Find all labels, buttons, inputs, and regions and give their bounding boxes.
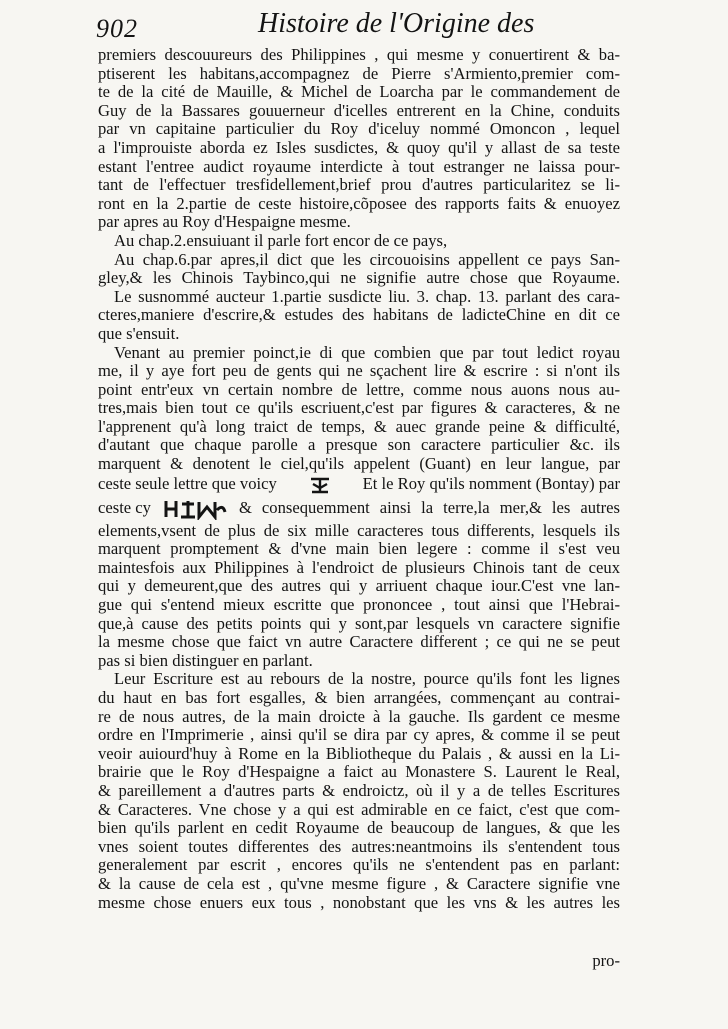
text-line: par vn capitaine particulier du Roy d'iceluy nommé Omoncon , lequel — [98, 120, 620, 139]
quoted-line: „ elements,vsent de plus de six mille caracteres tous differents, lesquels ils — [98, 522, 620, 541]
chinese-character-heaven-icon — [309, 476, 331, 494]
text-line: mesme chose enuers eux tous , nonobstant que les vns & les autres les — [98, 893, 620, 912]
catchword: pro- — [592, 951, 620, 970]
text-line: Au chap.6.par apres,il dict que les circouoisins appellent ce pays San- — [114, 250, 620, 269]
quoted-line: „ vnes soient toutes differentes des autres:neantmoins ils s'entendent tous — [98, 838, 620, 857]
quoted-line: „ du haut en bas fort esgalles, & bien arrangées, commençant au contrai- — [98, 689, 620, 708]
text-line: par apres au Roy d'Hespaigne mesme. — [98, 213, 351, 232]
quoted-line: „ Venant au premier poinct,ie di que combien que par tout ledict royau — [98, 344, 620, 363]
quoted-line: „ brairie que le Roy d'Hespaigne a faict au Monastere S. Laurent le Real, — [98, 763, 620, 782]
page-number: 902 — [96, 14, 138, 43]
text-line: Au chap.2.ensuiuant il parle fort encor de ce pays, — [114, 231, 448, 250]
quoted-line: „ gue qui s'entend mieux escritte que prononcee , tout ainsi que l'Hebrai- — [98, 596, 620, 615]
quoted-line: „ generalement par escrit , encores qu'ils ne s'entendent pas en parlant: — [98, 856, 620, 875]
quoted-line: „ Leur Escriture est au rebours de la nostre, pource qu'ils font les lignes — [98, 670, 620, 689]
text-line: tant de l'effectuer tresfidellement,brief prou d'autres particularitez se li- — [98, 176, 620, 195]
running-head: Histoire de l'Origine des — [258, 8, 535, 39]
quoted-line: „ veoir auiourd'huy à Rome en la Bibliotheque du Palais , & aussi en la Li- — [98, 745, 620, 764]
text-line: premiers descouureurs des Philippines , qui mesme y conuertirent & ba- — [98, 46, 620, 64]
text-line: gley,& les Chinois Taybinco,qui ne signifie autre chose que Royaume. — [98, 269, 620, 288]
text-segment: „ ceste cy — [98, 498, 151, 518]
quoted-line-with-glyph — [98, 474, 620, 496]
text-line: Guy de la Bassares gouuerneur d'icelles entrerent en la Chine, conduits — [98, 101, 620, 120]
text-line: ptiserent les habitans,accompagnez de Pierre s'Armiento,premier com- — [98, 64, 620, 83]
quoted-line: „ tres,mais bien tout ce qu'ils escriuent,c'est par figures & caracteres, & ne — [98, 399, 620, 418]
quoted-line: „ pas si bien distinguer en parlant. — [98, 652, 620, 671]
chinese-character-king-icon — [163, 498, 227, 520]
body-text — [98, 46, 620, 912]
quoted-line: „ & la cause de cela est , qu'vne mesme figure , & Caractere signifie vne — [98, 875, 620, 894]
quoted-line: „ bien qu'ils parlent en cedit Royaume de beaucoup de langues, & que les — [98, 819, 620, 838]
text-segment: & consequemment ainsi la terre,la mer,& les autres — [238, 498, 620, 518]
quoted-line: „ la mesme chose que faict vn autre Caractere different ; ce qui ne se peut — [98, 633, 620, 652]
text-line: cteres,maniere d'escrire,& estudes des habitans de ladicteChine en dit ce — [98, 306, 620, 325]
text-line: ront en la 2.partie de ceste histoire,cõposee des rapports faits & enuoyez — [98, 194, 620, 213]
quoted-line: „ me, il y aye fort peu de gents qui ne sçachent lire & escrire : si n'ont ils — [98, 362, 620, 381]
text-line: que s'ensuit. — [98, 324, 180, 343]
quoted-line: „ que,à cause des petits points qui y sont,par lesquels vn caractere signifie — [98, 615, 620, 634]
quoted-line: „ re de nous autres, de la main droicte à la gauche. Ils gardent ce mesme — [98, 708, 620, 727]
quoted-line: „ marquent & denotent le ciel,qu'ils appelent (Guant) en leur langue, par — [98, 455, 620, 474]
quoted-line-with-glyph — [98, 496, 620, 522]
quoted-line: „ qui y demeurent,que des autres qui y arriuent chaque iour.C'est vne lan- — [98, 577, 620, 596]
quoted-line: „ d'autant que chaque parolle a presque son caractere particulier &c. ils — [98, 436, 620, 455]
quoted-line: „ l'apprenent qu'à long traict de temps, & auec grande peine & difficulté, — [98, 418, 620, 437]
text-line: estant l'entree audict royaume interdicte à tout estranger ne laissa pour- — [98, 157, 620, 176]
quoted-line: „ point entr'eux vn certain nombre de lettre, comme nous auons nous au- — [98, 381, 620, 400]
quoted-line: „ marquent promptement & d'vne main bien legere : comme il s'est veu — [98, 540, 620, 559]
text-segment: Et le Roy qu'ils nomment (Bontay) par — [362, 474, 620, 494]
quoted-line: „ maintesfois aux Philippines à l'endroict de plusieurs Chinois tant de ceux — [98, 559, 620, 578]
text-line: a l'improuiste aborda ez Isles susdictes, & quoy qu'il y allast de sa teste — [98, 138, 620, 157]
quoted-line: „ & pareillement a d'autres parts & endroictz, où il y a de telles Escritures — [98, 782, 620, 801]
quoted-line: „ & Caracteres. Vne chose y a qui est admirable en ce faict, c'est que com- — [98, 801, 620, 820]
text-line: te de la cité de Mauille, & Michel de Loarcha par le commandement de — [98, 83, 620, 102]
quoted-line: „ ordre en l'Imprimerie , ainsi qu'il se dira par cy apres, & comme il se peut — [98, 726, 620, 745]
text-line: Le susnommé aucteur 1.partie susdicte liu. 3. chap. 13. parlant des cara- — [114, 287, 620, 306]
text-segment: „ ceste seule lettre que voicy — [98, 474, 277, 494]
